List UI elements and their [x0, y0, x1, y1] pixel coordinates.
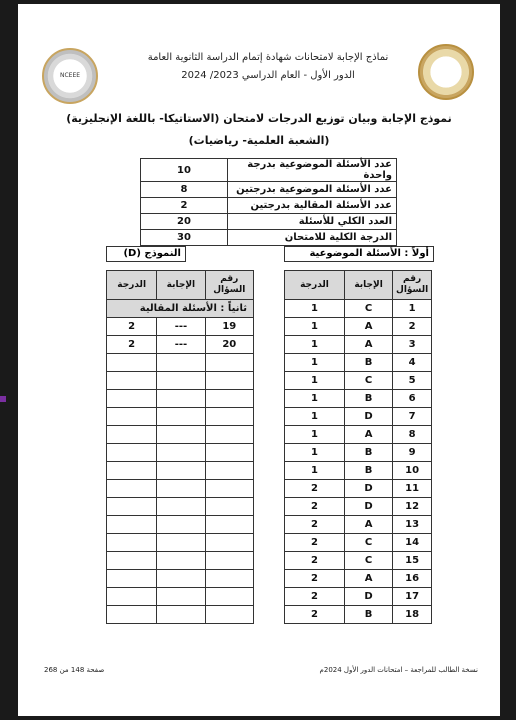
objective-answers-table [284, 270, 432, 624]
table-row [285, 336, 432, 354]
answer-cell: --- [157, 318, 205, 336]
empty-cell [157, 408, 205, 426]
empty-cell [157, 462, 205, 480]
answer-cell: B [344, 444, 392, 462]
grade-cell: 1 [285, 372, 345, 390]
empty-cell [205, 444, 253, 462]
answer-cell: C [344, 534, 392, 552]
table-row [285, 372, 432, 390]
empty-row [107, 516, 254, 534]
grade-cell: 1 [285, 426, 345, 444]
question-number: 16 [393, 570, 432, 588]
answer-cell: C [344, 300, 392, 318]
question-number: 4 [393, 354, 432, 372]
table-row [285, 426, 432, 444]
summary-row [141, 214, 397, 230]
summary-row [141, 198, 397, 214]
table-row [285, 300, 432, 318]
summary-row [141, 159, 397, 182]
header-answer: الإجابة [157, 271, 205, 300]
grade-cell: 2 [285, 570, 345, 588]
question-number: 15 [393, 552, 432, 570]
answer-cell: A [344, 516, 392, 534]
table-row [285, 516, 432, 534]
empty-cell [157, 372, 205, 390]
table-row [285, 354, 432, 372]
empty-row [107, 426, 254, 444]
header-question-no: رقم السؤال [205, 271, 253, 300]
question-number: 6 [393, 390, 432, 408]
empty-row [107, 588, 254, 606]
question-number: 1 [393, 300, 432, 318]
empty-cell [157, 534, 205, 552]
grade-cell: 1 [285, 444, 345, 462]
summary-label: عدد الأسئلة المقالية بدرجتين [228, 198, 397, 214]
answer-cell: A [344, 318, 392, 336]
empty-cell [107, 498, 157, 516]
empty-cell [205, 552, 253, 570]
question-number: 5 [393, 372, 432, 390]
empty-row [107, 480, 254, 498]
empty-cell [107, 516, 157, 534]
header-grade: الدرجة [285, 271, 345, 300]
empty-cell [205, 570, 253, 588]
summary-value: 20 [141, 214, 228, 230]
empty-cell [107, 390, 157, 408]
edge-marker [0, 396, 6, 402]
header-answer: الإجابة [344, 271, 392, 300]
grade-cell: 2 [285, 480, 345, 498]
empty-cell [157, 354, 205, 372]
empty-cell [107, 372, 157, 390]
table-row [285, 444, 432, 462]
question-number: 7 [393, 408, 432, 426]
empty-cell [205, 480, 253, 498]
grade-cell: 1 [285, 300, 345, 318]
grade-cell: 1 [285, 354, 345, 372]
empty-row [107, 444, 254, 462]
answer-cell: A [344, 336, 392, 354]
grade-cell: 2 [285, 552, 345, 570]
empty-cell [157, 552, 205, 570]
empty-row [107, 390, 254, 408]
grade-cell: 2 [285, 516, 345, 534]
summary-label: العدد الكلي للأسئلة [228, 214, 397, 230]
question-number: 20 [205, 336, 253, 354]
empty-row [107, 408, 254, 426]
empty-cell [205, 516, 253, 534]
essay-answers-table [106, 270, 254, 624]
empty-cell [157, 498, 205, 516]
empty-cell [157, 570, 205, 588]
grade-cell: 2 [107, 336, 157, 354]
empty-row [107, 372, 254, 390]
grade-cell: 2 [285, 606, 345, 624]
empty-cell [107, 480, 157, 498]
header-line-1: نماذج الإجابة لامتحانات شهادة إتمام الدراسة الثانوية العامة [147, 52, 389, 63]
summary-value: 10 [141, 159, 228, 182]
question-number: 18 [393, 606, 432, 624]
empty-cell [205, 588, 253, 606]
grade-cell: 2 [285, 534, 345, 552]
question-number: 17 [393, 588, 432, 606]
question-number: 3 [393, 336, 432, 354]
empty-cell [107, 426, 157, 444]
answer-cell: C [344, 372, 392, 390]
summary-row [141, 230, 397, 246]
empty-cell [107, 462, 157, 480]
empty-cell [107, 588, 157, 606]
empty-cell [107, 408, 157, 426]
empty-cell [205, 354, 253, 372]
empty-cell [107, 570, 157, 588]
answer-cell: C [344, 552, 392, 570]
answer-cell: D [344, 480, 392, 498]
grade-cell: 2 [285, 498, 345, 516]
essay-section-label: ثانياً : الأسئلة المقالية [107, 300, 254, 318]
grade-cell: 2 [285, 588, 345, 606]
empty-cell [157, 516, 205, 534]
header-question-no: رقم السؤال [393, 271, 432, 300]
answer-cell: A [344, 570, 392, 588]
table-row [285, 498, 432, 516]
table-row [285, 318, 432, 336]
answer-cell: B [344, 354, 392, 372]
empty-row [107, 570, 254, 588]
empty-cell [107, 444, 157, 462]
table-row [285, 570, 432, 588]
empty-row [107, 354, 254, 372]
title-line-2: (الشعبة العلمية- رياضيات) [188, 134, 330, 147]
empty-row [107, 462, 254, 480]
empty-cell [205, 426, 253, 444]
nceee-logo-text: NCEEE [59, 72, 81, 79]
question-number: 8 [393, 426, 432, 444]
table-header-row [285, 271, 432, 300]
empty-cell [107, 354, 157, 372]
empty-cell [157, 390, 205, 408]
table-row [285, 462, 432, 480]
essay-subheader-row [107, 300, 254, 318]
page-number: صفحة 148 من 268 [44, 666, 105, 674]
empty-cell [205, 408, 253, 426]
empty-row [107, 534, 254, 552]
answer-cell: --- [157, 336, 205, 354]
question-number: 14 [393, 534, 432, 552]
table-row [285, 606, 432, 624]
empty-cell [107, 534, 157, 552]
empty-row [107, 552, 254, 570]
empty-cell [107, 606, 157, 624]
grade-cell: 1 [285, 318, 345, 336]
table-row [285, 390, 432, 408]
empty-cell [205, 534, 253, 552]
summary-value: 30 [141, 230, 228, 246]
document-page [18, 4, 500, 716]
empty-cell [157, 426, 205, 444]
summary-row [141, 182, 397, 198]
objective-section-label: أولاً : الأسئلة الموضوعية [284, 246, 434, 262]
grade-cell: 2 [107, 318, 157, 336]
answer-cell: B [344, 606, 392, 624]
empty-cell [157, 480, 205, 498]
grade-cell: 1 [285, 336, 345, 354]
answer-cell: B [344, 390, 392, 408]
question-number: 12 [393, 498, 432, 516]
grade-cell: 1 [285, 408, 345, 426]
summary-table [140, 158, 397, 246]
question-number: 2 [393, 318, 432, 336]
empty-cell [157, 606, 205, 624]
ministry-logo [418, 44, 474, 100]
grade-cell: 1 [285, 462, 345, 480]
table-row [285, 480, 432, 498]
empty-row [107, 498, 254, 516]
summary-label: عدد الأسئلة الموضوعية بدرجتين [228, 182, 397, 198]
answer-cell: A [344, 426, 392, 444]
question-number: 11 [393, 480, 432, 498]
grade-cell: 1 [285, 390, 345, 408]
empty-cell [205, 390, 253, 408]
summary-label: الدرجة الكلية للامتحان [228, 230, 397, 246]
empty-cell [157, 588, 205, 606]
table-row [285, 588, 432, 606]
answer-cell: D [344, 408, 392, 426]
question-number: 9 [393, 444, 432, 462]
answer-cell: B [344, 462, 392, 480]
header-line-2: الدور الأول - العام الدراسي 2023/ 2024 [181, 70, 355, 81]
empty-cell [157, 444, 205, 462]
summary-value: 8 [141, 182, 228, 198]
summary-value: 2 [141, 198, 228, 214]
summary-label: عدد الأسئلة الموضوعية بدرجة واحدة [228, 159, 397, 182]
table-row [107, 336, 254, 354]
empty-cell [205, 498, 253, 516]
footer-note: نسخة الطالب للمراجعة – امتحانات الدور الأول 2024م [319, 666, 478, 674]
empty-row [107, 606, 254, 624]
header-grade: الدرجة [107, 271, 157, 300]
question-number: 19 [205, 318, 253, 336]
empty-cell [205, 372, 253, 390]
title-line-1: نموذج الإجابة وبيان توزيع الدرجات لامتحان (الاستاتيكا- باللغة الإنجليزية) [66, 112, 452, 125]
model-label: النموذج (D) [106, 246, 186, 262]
empty-cell [205, 606, 253, 624]
table-row [285, 408, 432, 426]
table-row [285, 552, 432, 570]
empty-cell [205, 462, 253, 480]
table-header-row [107, 271, 254, 300]
table-row [285, 534, 432, 552]
answer-cell: D [344, 588, 392, 606]
question-number: 10 [393, 462, 432, 480]
question-number: 13 [393, 516, 432, 534]
answer-cell: D [344, 498, 392, 516]
empty-cell [107, 552, 157, 570]
table-row [107, 318, 254, 336]
nceee-logo [42, 48, 98, 104]
